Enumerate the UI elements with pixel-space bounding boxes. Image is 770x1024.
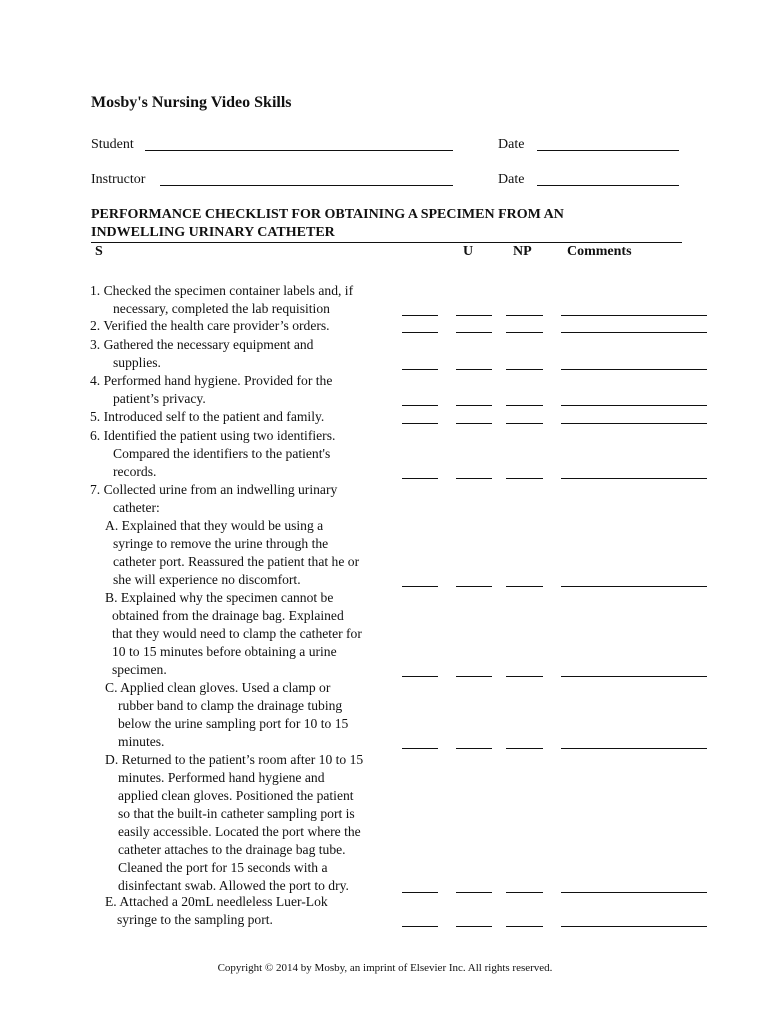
step-text-line: C. Applied clean gloves. Used a clamp or xyxy=(105,680,331,695)
blank-comments[interactable] xyxy=(561,423,707,424)
blank-s[interactable] xyxy=(402,478,438,479)
step-text-line: D. Returned to the patient’s room after 10 to 15 xyxy=(105,752,364,767)
date-label-2: Date xyxy=(498,172,525,187)
blank-np[interactable] xyxy=(506,892,543,893)
checklist-step xyxy=(90,893,402,929)
date-field-2[interactable] xyxy=(537,185,679,186)
date-label-1: Date xyxy=(498,137,525,152)
blank-u[interactable] xyxy=(456,748,492,749)
blank-np[interactable] xyxy=(506,405,543,406)
step-text-line: syringe to the sampling port. xyxy=(117,912,273,927)
blank-comments[interactable] xyxy=(561,892,707,893)
step-text-line: 7. Collected urine from an indwelling urinary xyxy=(90,482,338,497)
page-title: Mosby's Nursing Video Skills xyxy=(91,94,292,111)
blank-np[interactable] xyxy=(506,315,543,316)
step-text-line: 5. Introduced self to the patient and family. xyxy=(90,409,325,424)
blank-comments[interactable] xyxy=(561,676,707,677)
checklist-step xyxy=(90,317,402,335)
blank-comments[interactable] xyxy=(561,332,707,333)
step-text-line: catheter port. Reassured the patient that he or xyxy=(113,554,360,569)
blank-comments[interactable] xyxy=(561,748,707,749)
blank-u[interactable] xyxy=(456,315,492,316)
blank-s[interactable] xyxy=(402,405,438,406)
checklist-step xyxy=(90,372,402,408)
blank-s[interactable] xyxy=(402,369,438,370)
step-text-line: syringe to remove the urine through the xyxy=(113,536,329,551)
step-text-line: rubber band to clamp the drainage tubing xyxy=(118,698,343,713)
blank-s[interactable] xyxy=(402,315,438,316)
blank-np[interactable] xyxy=(506,748,543,749)
blank-u[interactable] xyxy=(456,423,492,424)
step-text-line: Compared the identifiers to the patient's xyxy=(113,446,331,461)
step-text-line: Cleaned the port for 15 seconds with a xyxy=(118,860,328,875)
blank-np[interactable] xyxy=(506,926,543,927)
blank-s[interactable] xyxy=(402,423,438,424)
checklist-heading-line-1: PERFORMANCE CHECKLIST FOR OBTAINING A SPECIMEN FROM AN xyxy=(91,207,564,222)
date-field-1[interactable] xyxy=(537,150,679,151)
step-text-line: 6. Identified the patient using two identifiers. xyxy=(90,428,336,443)
step-text-line: disinfectant swab. Allowed the port to dry. xyxy=(118,878,349,893)
instructor-field[interactable] xyxy=(160,185,453,186)
column-header-np: NP xyxy=(513,244,532,259)
blank-np[interactable] xyxy=(506,478,543,479)
blank-comments[interactable] xyxy=(561,926,707,927)
step-text-line: 1. Checked the specimen container labels and, if xyxy=(90,283,354,298)
blank-comments[interactable] xyxy=(561,405,707,406)
step-text-line: 2. Verified the health care provider’s orders. xyxy=(90,318,330,333)
blank-s[interactable] xyxy=(402,676,438,677)
step-text-line: B. Explained why the specimen cannot be xyxy=(105,590,334,605)
step-text-line: 4. Performed hand hygiene. Provided for the xyxy=(90,373,333,388)
blank-comments[interactable] xyxy=(561,586,707,587)
checklist-step xyxy=(90,751,402,895)
blank-np[interactable] xyxy=(506,332,543,333)
blank-s[interactable] xyxy=(402,332,438,333)
blank-s[interactable] xyxy=(402,586,438,587)
blank-s[interactable] xyxy=(402,892,438,893)
blank-comments[interactable] xyxy=(561,369,707,370)
column-header-u: U xyxy=(463,244,474,259)
blank-u[interactable] xyxy=(456,586,492,587)
step-text-line: patient’s privacy. xyxy=(113,391,206,406)
blank-u[interactable] xyxy=(456,369,492,370)
checklist-step xyxy=(90,336,402,372)
heading-rule xyxy=(91,242,682,243)
checklist-step xyxy=(90,517,402,589)
blank-np[interactable] xyxy=(506,676,543,677)
step-text-line: A. Explained that they would be using a xyxy=(105,518,324,533)
instructor-label: Instructor xyxy=(91,172,146,187)
student-label: Student xyxy=(91,137,134,152)
step-text-line: obtained from the drainage bag. Explained xyxy=(112,608,344,623)
checklist-heading-line-2: INDWELLING URINARY CATHETER xyxy=(91,225,335,240)
step-text-line: specimen. xyxy=(112,662,167,677)
blank-u[interactable] xyxy=(456,332,492,333)
blank-s[interactable] xyxy=(402,926,438,927)
checklist-step xyxy=(90,679,402,751)
student-field[interactable] xyxy=(145,150,453,151)
checklist-step xyxy=(90,481,402,517)
step-text-line: catheter attaches to the drainage bag tube. xyxy=(118,842,346,857)
step-text-line: applied clean gloves. Positioned the patient xyxy=(118,788,354,803)
blank-s[interactable] xyxy=(402,748,438,749)
column-header-comments: Comments xyxy=(567,244,632,259)
step-text-line: minutes. Performed hand hygiene and xyxy=(118,770,325,785)
step-text-line: necessary, completed the lab requisition xyxy=(113,301,330,316)
blank-u[interactable] xyxy=(456,478,492,479)
blank-np[interactable] xyxy=(506,423,543,424)
checklist-heading xyxy=(91,206,691,242)
step-text-line: 3. Gathered the necessary equipment and xyxy=(90,337,314,352)
step-text-line: supplies. xyxy=(113,355,161,370)
step-text-line: records. xyxy=(113,464,157,479)
copyright-notice: Copyright © 2014 by Mosby, an imprint of Elsevier Inc. All rights reserved. xyxy=(217,962,553,974)
blank-comments[interactable] xyxy=(561,315,707,316)
column-header-s: S xyxy=(95,244,103,259)
blank-u[interactable] xyxy=(456,676,492,677)
checklist-step xyxy=(90,427,402,481)
blank-np[interactable] xyxy=(506,586,543,587)
step-text-line: 10 to 15 minutes before obtaining a urine xyxy=(112,644,337,659)
blank-u[interactable] xyxy=(456,892,492,893)
checklist-step xyxy=(90,282,402,318)
blank-u[interactable] xyxy=(456,405,492,406)
step-text-line: E. Attached a 20mL needleless Luer-Lok xyxy=(105,894,328,909)
checklist-step xyxy=(90,408,402,426)
blank-comments[interactable] xyxy=(561,478,707,479)
blank-u[interactable] xyxy=(456,926,492,927)
step-text-line: so that the built-in catheter sampling port is xyxy=(118,806,355,821)
step-text-line: catheter: xyxy=(113,500,160,515)
step-text-line: easily accessible. Located the port where the xyxy=(118,824,361,839)
blank-np[interactable] xyxy=(506,369,543,370)
step-text-line: minutes. xyxy=(118,734,165,749)
step-text-line: below the urine sampling port for 10 to 15 xyxy=(118,716,349,731)
step-text-line: that they would need to clamp the catheter for xyxy=(112,626,362,641)
step-text-line: she will experience no discomfort. xyxy=(113,572,301,587)
checklist-step xyxy=(90,589,402,679)
